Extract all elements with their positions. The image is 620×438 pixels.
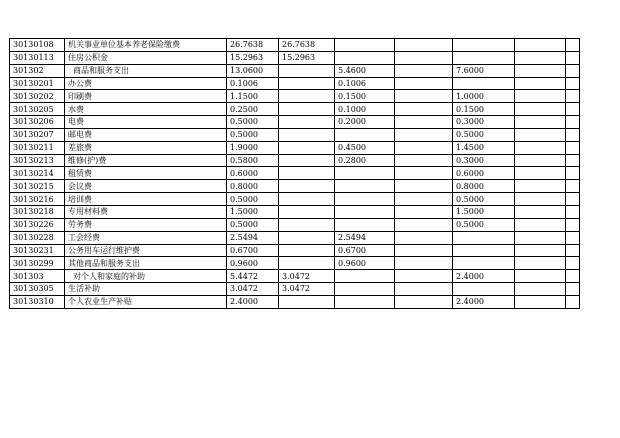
- amount-cell: 0.1006: [335, 77, 395, 90]
- account-name-cell: 劳务费: [65, 218, 227, 231]
- amount-cell: [395, 180, 453, 193]
- amount-cell: 1.4500: [453, 141, 515, 154]
- empty-cell: [566, 103, 580, 116]
- amount-cell: [515, 218, 566, 231]
- table-row: [10, 193, 580, 206]
- account-name-cell: 差旅费: [65, 141, 227, 154]
- total-amount-cell: 0.1006: [227, 77, 279, 90]
- amount-cell: 0.1000: [335, 103, 395, 116]
- amount-cell: 0.1500: [335, 90, 395, 103]
- table-row: [10, 270, 580, 283]
- empty-cell: [566, 180, 580, 193]
- amount-cell: [279, 193, 335, 206]
- total-amount-cell: 0.8000: [227, 180, 279, 193]
- amount-cell: [453, 77, 515, 90]
- empty-cell: [566, 128, 580, 141]
- amount-cell: [395, 295, 453, 308]
- account-code-cell: 30130211: [10, 141, 65, 154]
- account-code-cell: 30130305: [10, 283, 65, 296]
- amount-cell: [395, 218, 453, 231]
- amount-cell: [335, 180, 395, 193]
- table-row: [10, 64, 580, 77]
- amount-cell: [395, 205, 453, 218]
- amount-cell: [395, 244, 453, 257]
- account-code-cell: 30130218: [10, 205, 65, 218]
- account-code-cell: 30130206: [10, 116, 65, 129]
- amount-cell: [335, 270, 395, 283]
- table-row: [10, 141, 580, 154]
- total-amount-cell: 0.5000: [227, 218, 279, 231]
- account-name-cell: 租赁费: [65, 167, 227, 180]
- amount-cell: [453, 283, 515, 296]
- amount-cell: [279, 128, 335, 141]
- table-row: [10, 257, 580, 270]
- amount-cell: [395, 141, 453, 154]
- amount-cell: 0.5000: [453, 193, 515, 206]
- amount-cell: [279, 218, 335, 231]
- table-row: [10, 39, 580, 52]
- amount-cell: [335, 283, 395, 296]
- amount-cell: 3.0472: [279, 283, 335, 296]
- amount-cell: [515, 193, 566, 206]
- total-amount-cell: 13.0600: [227, 64, 279, 77]
- table-row: [10, 218, 580, 231]
- empty-cell: [566, 77, 580, 90]
- empty-cell: [566, 90, 580, 103]
- total-amount-cell: 0.5000: [227, 128, 279, 141]
- amount-cell: [453, 51, 515, 64]
- account-code-cell: 30130216: [10, 193, 65, 206]
- amount-cell: [395, 257, 453, 270]
- empty-cell: [566, 295, 580, 308]
- amount-cell: [515, 103, 566, 116]
- amount-cell: [279, 257, 335, 270]
- table-row: [10, 180, 580, 193]
- account-code-cell: 30130207: [10, 128, 65, 141]
- budget-table-body: [10, 39, 580, 309]
- table-row: [10, 244, 580, 257]
- amount-cell: [279, 167, 335, 180]
- account-name-cell: 专用材料费: [65, 205, 227, 218]
- amount-cell: [515, 116, 566, 129]
- account-name-cell: 生活补助: [65, 283, 227, 296]
- empty-cell: [566, 51, 580, 64]
- amount-cell: [515, 64, 566, 77]
- table-row: [10, 231, 580, 244]
- amount-cell: [395, 231, 453, 244]
- amount-cell: [515, 283, 566, 296]
- total-amount-cell: 0.5000: [227, 193, 279, 206]
- total-amount-cell: 1.5000: [227, 205, 279, 218]
- amount-cell: [395, 167, 453, 180]
- amount-cell: [279, 205, 335, 218]
- total-amount-cell: 0.6000: [227, 167, 279, 180]
- empty-cell: [566, 64, 580, 77]
- total-amount-cell: 26.7638: [227, 39, 279, 52]
- table-row: [10, 295, 580, 308]
- account-code-cell: 30130113: [10, 51, 65, 64]
- account-name-cell: 维修(护)费: [65, 154, 227, 167]
- account-name-cell: 对个人和家庭的补助: [65, 270, 227, 283]
- amount-cell: [453, 39, 515, 52]
- total-amount-cell: 0.6700: [227, 244, 279, 257]
- amount-cell: [453, 231, 515, 244]
- amount-cell: [515, 205, 566, 218]
- amount-cell: [279, 64, 335, 77]
- amount-cell: 1.0000: [453, 90, 515, 103]
- amount-cell: [279, 141, 335, 154]
- account-name-cell: 邮电费: [65, 128, 227, 141]
- amount-cell: [515, 90, 566, 103]
- amount-cell: 0.5000: [453, 218, 515, 231]
- total-amount-cell: 0.2500: [227, 103, 279, 116]
- amount-cell: [279, 77, 335, 90]
- amount-cell: [395, 283, 453, 296]
- amount-cell: [395, 154, 453, 167]
- account-name-cell: 印刷费: [65, 90, 227, 103]
- empty-cell: [566, 283, 580, 296]
- table-row: [10, 103, 580, 116]
- account-code-cell: 30130226: [10, 218, 65, 231]
- account-name-cell: 水费: [65, 103, 227, 116]
- account-name-cell: 公务用车运行维护费: [65, 244, 227, 257]
- amount-cell: [515, 231, 566, 244]
- total-amount-cell: 3.0472: [227, 283, 279, 296]
- amount-cell: [335, 193, 395, 206]
- amount-cell: [335, 39, 395, 52]
- table-row: [10, 77, 580, 90]
- table-row: [10, 167, 580, 180]
- total-amount-cell: 1.1500: [227, 90, 279, 103]
- total-amount-cell: 15.2963: [227, 51, 279, 64]
- amount-cell: 2.4000: [453, 270, 515, 283]
- table-row: [10, 128, 580, 141]
- account-name-cell: 培训费: [65, 193, 227, 206]
- account-code-cell: 30130299: [10, 257, 65, 270]
- total-amount-cell: 5.4472: [227, 270, 279, 283]
- amount-cell: [279, 295, 335, 308]
- table-row: [10, 205, 580, 218]
- amount-cell: [395, 103, 453, 116]
- account-code-cell: 30130228: [10, 231, 65, 244]
- account-code-cell: 30130310: [10, 295, 65, 308]
- amount-cell: [515, 270, 566, 283]
- amount-cell: 7.6000: [453, 64, 515, 77]
- account-name-cell: 工会经费: [65, 231, 227, 244]
- amount-cell: [515, 244, 566, 257]
- amount-cell: [279, 103, 335, 116]
- amount-cell: 0.2000: [335, 116, 395, 129]
- empty-cell: [566, 244, 580, 257]
- amount-cell: 0.3000: [453, 116, 515, 129]
- account-code-cell: 30130108: [10, 39, 65, 52]
- account-code-cell: 30130202: [10, 90, 65, 103]
- amount-cell: 0.4500: [335, 141, 395, 154]
- amount-cell: [395, 193, 453, 206]
- amount-cell: 0.6700: [335, 244, 395, 257]
- empty-cell: [566, 205, 580, 218]
- amount-cell: 2.5494: [335, 231, 395, 244]
- table-row: [10, 283, 580, 296]
- account-code-cell: 30130201: [10, 77, 65, 90]
- amount-cell: 0.3000: [453, 154, 515, 167]
- amount-cell: [335, 51, 395, 64]
- account-name-cell: 会议费: [65, 180, 227, 193]
- amount-cell: [335, 128, 395, 141]
- amount-cell: [515, 141, 566, 154]
- amount-cell: [395, 64, 453, 77]
- empty-cell: [566, 167, 580, 180]
- amount-cell: [279, 90, 335, 103]
- amount-cell: 1.5000: [453, 205, 515, 218]
- amount-cell: [395, 39, 453, 52]
- amount-cell: [515, 51, 566, 64]
- empty-cell: [566, 231, 580, 244]
- account-name-cell: 个人农业生产补贴: [65, 295, 227, 308]
- amount-cell: [279, 180, 335, 193]
- amount-cell: [515, 39, 566, 52]
- amount-cell: [515, 128, 566, 141]
- amount-cell: [515, 295, 566, 308]
- amount-cell: 3.0472: [279, 270, 335, 283]
- table-row: [10, 154, 580, 167]
- account-name-cell: 住房公积金: [65, 51, 227, 64]
- amount-cell: 2.4000: [453, 295, 515, 308]
- account-code-cell: 30130231: [10, 244, 65, 257]
- total-amount-cell: 0.5000: [227, 116, 279, 129]
- account-name-cell: 电费: [65, 116, 227, 129]
- amount-cell: [453, 244, 515, 257]
- account-code-cell: 30130215: [10, 180, 65, 193]
- amount-cell: [279, 244, 335, 257]
- amount-cell: [395, 77, 453, 90]
- empty-cell: [566, 270, 580, 283]
- amount-cell: [395, 270, 453, 283]
- amount-cell: 0.2800: [335, 154, 395, 167]
- table-row: [10, 90, 580, 103]
- empty-cell: [566, 218, 580, 231]
- amount-cell: 0.6000: [453, 167, 515, 180]
- total-amount-cell: 2.4000: [227, 295, 279, 308]
- account-code-cell: 30130214: [10, 167, 65, 180]
- amount-cell: [515, 77, 566, 90]
- amount-cell: 0.8000: [453, 180, 515, 193]
- budget-table: [9, 38, 580, 309]
- empty-cell: [566, 193, 580, 206]
- account-code-cell: 301302: [10, 64, 65, 77]
- amount-cell: 0.9600: [335, 257, 395, 270]
- amount-cell: [515, 257, 566, 270]
- amount-cell: [335, 205, 395, 218]
- empty-cell: [566, 116, 580, 129]
- account-name-cell: 办公费: [65, 77, 227, 90]
- total-amount-cell: 0.9600: [227, 257, 279, 270]
- table-row: [10, 51, 580, 64]
- amount-cell: [453, 257, 515, 270]
- amount-cell: [395, 90, 453, 103]
- empty-cell: [566, 154, 580, 167]
- amount-cell: [335, 295, 395, 308]
- total-amount-cell: 1.9000: [227, 141, 279, 154]
- amount-cell: [279, 116, 335, 129]
- table-row: [10, 116, 580, 129]
- amount-cell: 26.7638: [279, 39, 335, 52]
- account-name-cell: 其他商品和服务支出: [65, 257, 227, 270]
- amount-cell: [335, 167, 395, 180]
- account-name-cell: 商品和服务支出: [65, 64, 227, 77]
- total-amount-cell: 0.5800: [227, 154, 279, 167]
- amount-cell: [515, 154, 566, 167]
- account-name-cell: 机关事业单位基本养老保险缴费: [65, 39, 227, 52]
- amount-cell: 0.1500: [453, 103, 515, 116]
- account-code-cell: 301303: [10, 270, 65, 283]
- amount-cell: [395, 128, 453, 141]
- amount-cell: 15.2963: [279, 51, 335, 64]
- total-amount-cell: 2.5494: [227, 231, 279, 244]
- empty-cell: [566, 39, 580, 52]
- amount-cell: [515, 167, 566, 180]
- account-code-cell: 30130213: [10, 154, 65, 167]
- amount-cell: [279, 154, 335, 167]
- amount-cell: 0.5000: [453, 128, 515, 141]
- account-code-cell: 30130205: [10, 103, 65, 116]
- amount-cell: [335, 218, 395, 231]
- empty-cell: [566, 141, 580, 154]
- amount-cell: [279, 231, 335, 244]
- amount-cell: [395, 51, 453, 64]
- amount-cell: [515, 180, 566, 193]
- amount-cell: 5.4600: [335, 64, 395, 77]
- empty-cell: [566, 257, 580, 270]
- amount-cell: [395, 116, 453, 129]
